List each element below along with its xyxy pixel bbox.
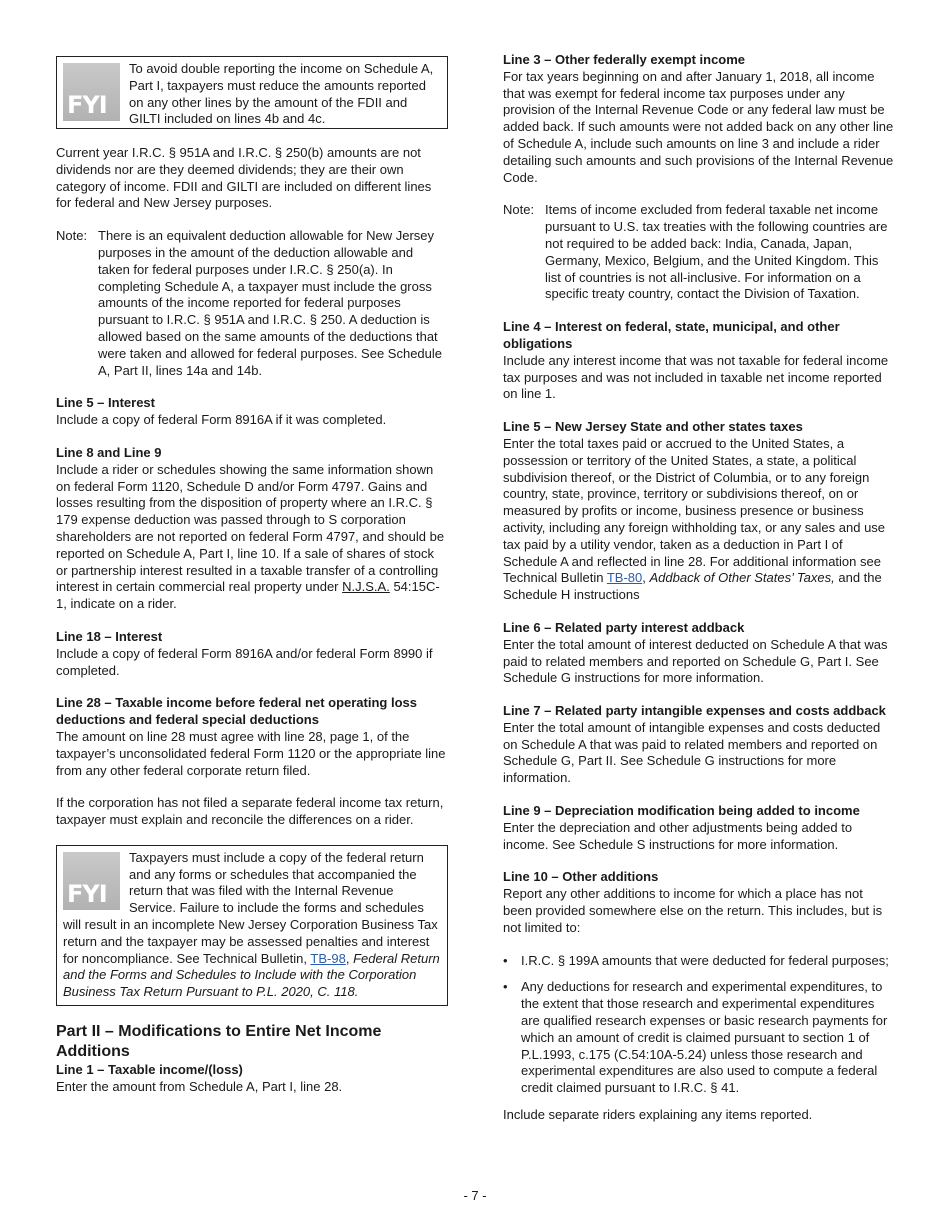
section-text-part: Enter the total taxes paid or accrued to the United States, a possession or territory of the United States, a state, a political subdivision thereof, or the District of Columbia, or to any foreign country, state, province, territory or subdivisions thereof, on or measured by profits or income, business presence or business activity, including any foreign withholding tax, or any sales and use tax paid by a utility vendor, taken as a deduction in Part I of Schedule A and reflected in line 28. For additional information see Technical Bulletin xyxy=(503,435,886,586)
part-subtitle: Additions xyxy=(56,1043,130,1061)
section-text: Enter the total amount of intangible expenses and costs deducted on Schedule A that was paid to related members and reported on Schedule G, Part II. See Schedule G instructions for more information. xyxy=(503,719,881,786)
bullet-icon: • xyxy=(503,952,508,968)
section-text: Include any interest income that was not taxable for federal income tax purposes and was not included in taxable net income reported on line 1. xyxy=(503,352,889,402)
note xyxy=(56,228,448,379)
section-heading: Line 8 and Line 9 xyxy=(56,444,162,460)
statute-reference: N.J.S.A. xyxy=(342,579,390,595)
fyi-text-part: Taxpayers must include a copy of the federal return and any forms or schedules that accompanied the return that was filed with the Internal Revenue Service. Failure to include the forms and schedules will result in an incomplete New Jersey Corporation Business Tax return and the taxpayer may be assessed penalties and interest for noncompliance. See Technical Bulletin, xyxy=(63,849,438,966)
section-text-part: 54:15C-1, indicate on a rider. xyxy=(56,579,440,612)
section-heading: Line 1 – Taxable income/(loss) xyxy=(56,1062,243,1078)
tb-98-link[interactable]: TB-98 xyxy=(310,950,346,966)
section-heading: Line 28 – Taxable income before federal net operating loss deductions and federal special deductions xyxy=(56,695,417,728)
paragraph: Current year I.R.C. § 951A and I.R.C. § 250(b) amounts are not dividends nor are they deemed dividends; they are their own category of income. FDII and GILTI are included on different lines for federal and New Jersey purposes. xyxy=(56,145,432,211)
section-text: The amount on line 28 must agree with line 28, page 1, of the taxpayer’s unconsolidated federal Form 1120 or the appropriate line from any other federal corporate return filed. xyxy=(56,728,446,778)
section-line-7 xyxy=(503,703,895,787)
section-line-5-taxes xyxy=(503,419,895,604)
section-line-8-9 xyxy=(56,445,448,613)
part-ii-section xyxy=(56,1022,448,1096)
section-heading: Line 9 – Depreciation modification being added to income xyxy=(503,803,860,819)
fyi-badge-icon: FYI xyxy=(63,63,120,121)
section-text xyxy=(56,462,448,613)
note-text: Items of income excluded from federal taxable net income pursuant to U.S. tax treaties with the following countries are not required to be added back: India, Canada, Japan, Germany, Mexico, Belgium, and the United Kingdom. This list of countries is not all-inclusive. For information on a specific treaty country, contact the Division of Taxation. xyxy=(545,202,888,302)
left-column xyxy=(56,52,448,1096)
section-heading: Line 3 – Other federally exempt income xyxy=(503,52,746,67)
fyi-box xyxy=(56,845,448,1006)
section-footer: Include separate riders explaining any items reported. xyxy=(503,1107,813,1123)
note-text: There is an equivalent deduction allowable for New Jersey purposes in the amount of the deduction allowable and taken for federal purposes under I.R.C. § 250(a). In completing Schedule A, a taxpayer must include the gross amounts of the income reported for federal purposes pursuant to I.R.C. § 951A and I.R.C. § 250. A deduction is allowed based on the same amounts of the deductions that were taken and allowed for federal purposes. See Schedule A, Part II, lines 14a and 14b. xyxy=(98,228,442,378)
bullet-icon: • xyxy=(503,979,508,995)
bullet-list xyxy=(503,953,895,1097)
section-text-part: Include a rider or schedules showing the same information shown on federal Form 1120, Schedule D and/or Form 4797. Gains and losses resulting from the disposition of property where an I.R.C. § 179 expense deduction was passed through to S corporation shareholders are not reported on federal Form 4797, and should be reported on Schedule A, Part I, line 10. If a sale of shares of stock or partnership interest resulted in a taxable transfer of a controlling interest in certain commercial real property under xyxy=(56,461,445,595)
list-item xyxy=(503,979,895,1097)
note-label: Note: xyxy=(503,202,535,218)
part-title: Part II – Modifications to Entire Net Income xyxy=(56,1023,382,1041)
page-number: - 7 - xyxy=(463,1188,487,1203)
section-line-4 xyxy=(503,319,895,403)
fyi-text: Taxpayers must include a copy of the federal return and any forms or schedules that accompanied the return that was filed with the Internal Revenue Service. Failure to include the forms and schedules will result in an incomplete New Jersey Corporation Business Tax return and the taxpayer may be assessed penalties and interest for noncompliance. See Technical Bulletin, TB-98, Federal Return and the Forms and Schedules to Include with the Corporation Business Tax Return Pursuant to P.L. 2020, C. 118. xyxy=(63,849,440,1000)
section-line-18 xyxy=(56,629,448,679)
section-line-9 xyxy=(503,803,895,853)
section-line-10 xyxy=(503,869,895,936)
list-item xyxy=(503,953,895,970)
section-line-28 xyxy=(56,695,448,779)
section-text-part: and the Schedule H instructions xyxy=(503,570,882,603)
section-heading: Line 4 – Interest on federal, state, municipal, and other obligations xyxy=(503,319,840,351)
section-line-3 xyxy=(503,52,895,186)
fyi-box xyxy=(56,56,448,129)
section-text: Enter the total amount of interest deducted on Schedule A that was paid to related members and reported on Schedule G, Part I. See Schedule G instructions for more information. xyxy=(503,636,888,686)
section-text: For tax years beginning on and after January 1, 2018, all income that was exempt for federal income tax purposes under any provision of the Internal Revenue Code or any federal law must be added back. If such amounts were not added back on any other line of Schedule A, include such amounts on line 3 and include a rider detailing such amounts and such provisions of the Internal Revenue Code. xyxy=(503,68,894,185)
section-heading: Line 10 – Other additions xyxy=(503,869,659,885)
section-line-6 xyxy=(503,620,895,687)
note xyxy=(503,202,895,303)
paragraph: If the corporation has not filed a separate federal income tax return, taxpayer must explain and reconcile the differences on a rider. xyxy=(56,795,444,828)
section-heading: Line 6 – Related party interest addback xyxy=(503,619,745,635)
fyi-badge-icon: FYI xyxy=(63,852,120,910)
fyi-text: To avoid double reporting the income on Schedule A, Part I, taxpayers must reduce the amounts reported on any other lines by the amount of the FDII and GILTI included on lines 4b and 4c. xyxy=(129,61,434,127)
section-text: Report any other additions to income for which a place has not been provided somewhere else on the return. This includes, but is not limited to: xyxy=(503,886,883,935)
list-item-text: I.R.C. § 199A amounts that were deducted for federal purposes; xyxy=(521,952,889,968)
section-text: Enter the depreciation and other adjustments being added to income. See Schedule S instructions for more information. xyxy=(503,819,853,852)
section-heading: Line 5 – Interest xyxy=(56,395,155,411)
bulletin-title: Federal Return and the Forms and Schedules to Include with the Corporation Business Tax Return Pursuant to P.L. 2020, C. 118. xyxy=(63,950,440,1000)
list-item-text: Any deductions for research and experimental expenditures, to the extent that those research and experimental expenditures are qualified research expenses or basic research payments for which an amount of credit is claimed pursuant to section 1 of P.L.1993, c.175 (C.54:10A-5.24) unless those research and experimental expenditures are also used to compute a federal credit claimed pursuant to I.R.C. § 41. xyxy=(521,979,888,1096)
section-text: Enter the total taxes paid or accrued to the United States, a possession or territory of the United States, a state, a political subdivision thereof, or the District of Columbia, or to any foreign country, state, province, territory or subdivisions thereof, on or measured by profits or income, business presence or business activity, including any foreign withholding tax, or any sales and use tax paid by a utility vendor, taken as a deduction in Part I of Schedule A and reflected in line 28. For additional information see Technical Bulletin TB-80, Addback of Other States’ Taxes, and the Schedule H instructions xyxy=(503,435,886,603)
section-text: Include a copy of federal Form 8916A if it was completed. xyxy=(56,412,387,428)
note-label: Note: xyxy=(56,228,88,244)
section-text: Enter the amount from Schedule A, Part I, line 28. xyxy=(56,1078,343,1094)
right-column xyxy=(503,52,895,1124)
section-heading: Line 5 – New Jersey State and other states taxes xyxy=(503,419,803,435)
tb-80-link[interactable]: TB-80 xyxy=(606,570,643,586)
section-heading: Line 18 – Interest xyxy=(56,628,163,644)
section-line-5 xyxy=(56,395,448,429)
bulletin-title: Addback of Other States’ Taxes, xyxy=(649,570,835,586)
section-heading: Line 7 – Related party intangible expenses and costs addback xyxy=(503,703,886,719)
section-text: Include a copy of federal Form 8916A and/or federal Form 8990 if completed. xyxy=(56,645,433,678)
